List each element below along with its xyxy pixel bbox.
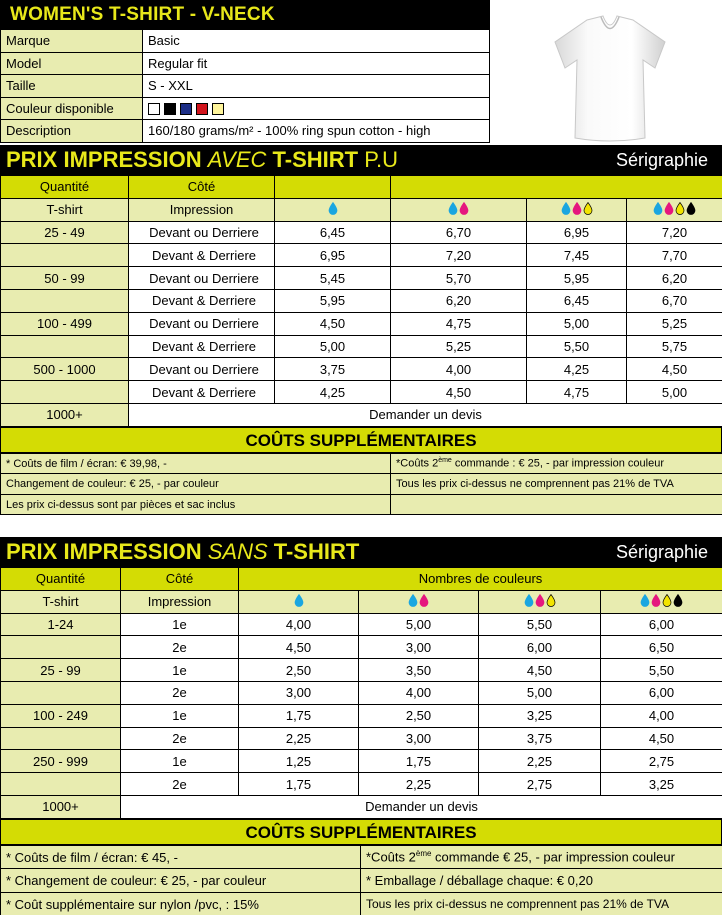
spec-label: Taille bbox=[1, 75, 143, 98]
price-cell: 2,50 bbox=[239, 659, 359, 682]
table-row bbox=[1, 381, 722, 404]
note: * Emballage / déballage chaque: € 0,20 bbox=[361, 869, 722, 893]
cyan-drop-icon bbox=[328, 202, 338, 215]
price-cell: 6,00 bbox=[601, 613, 722, 636]
side-cell: Devant & Derriere bbox=[129, 335, 275, 358]
table-row bbox=[1, 335, 722, 358]
header-row bbox=[1, 568, 722, 591]
spec-value: S - XXL bbox=[143, 75, 490, 98]
price-cell: 1,75 bbox=[359, 750, 479, 773]
product-title: WOMEN'S T-SHIRT - V-NECK bbox=[0, 0, 490, 29]
cyan-drop-icon bbox=[640, 594, 650, 607]
side-cell: Devant & Derriere bbox=[129, 244, 275, 267]
price-cell: 5,00 bbox=[275, 335, 391, 358]
spec-value: Regular fit bbox=[143, 52, 490, 75]
price-cell: 2,25 bbox=[479, 750, 601, 773]
side-cell: 1e bbox=[121, 659, 239, 682]
magenta-drop-icon bbox=[651, 594, 661, 607]
price-cell: 4,25 bbox=[275, 381, 391, 404]
note: Les prix ci-dessus sont par pièces et sac inclus bbox=[1, 494, 391, 515]
side-cell: 2e bbox=[121, 773, 239, 796]
note-row bbox=[1, 892, 722, 915]
price-cell: 2,75 bbox=[601, 750, 722, 773]
qty-cell: 1000+ bbox=[1, 795, 121, 818]
price-cell: 5,00 bbox=[627, 381, 722, 404]
avec-title-text2: T-SHIRT bbox=[266, 147, 365, 172]
price-cell: 5,00 bbox=[527, 312, 627, 335]
table-row bbox=[1, 289, 722, 312]
price-cell: 5,50 bbox=[527, 335, 627, 358]
note bbox=[391, 494, 722, 515]
qty-cell: 250 - 999 bbox=[1, 750, 121, 773]
table-row bbox=[1, 221, 722, 244]
col-header: Impression bbox=[129, 198, 275, 221]
avec-title-bar bbox=[0, 145, 722, 175]
avec-title-unit: P.U bbox=[364, 147, 399, 172]
note: Changement de couleur: € 25, - par couleur bbox=[1, 474, 391, 495]
table-row bbox=[1, 358, 722, 381]
qty-cell: 1000+ bbox=[1, 403, 129, 426]
col-header bbox=[275, 176, 391, 199]
price-cell: 5,50 bbox=[601, 659, 722, 682]
avec-title-text: PRIX IMPRESSION bbox=[6, 147, 208, 172]
price-cell: 3,75 bbox=[479, 727, 601, 750]
ink-3-color-icon bbox=[527, 198, 627, 221]
spec-value: 160/180 grams/m² - 100% ring spun cotton - high bbox=[143, 120, 490, 143]
yellow-drop-icon bbox=[675, 202, 685, 215]
table-row bbox=[1, 773, 722, 796]
price-cell: 3,00 bbox=[359, 636, 479, 659]
price-cell: 5,00 bbox=[359, 613, 479, 636]
avec-title-emph: AVEC bbox=[207, 147, 267, 172]
price-cell: 5,95 bbox=[527, 267, 627, 290]
ink-4-color-icon bbox=[601, 590, 722, 613]
yellow-drop-icon bbox=[583, 202, 593, 215]
quote-cell: Demander un devis bbox=[121, 795, 722, 818]
magenta-drop-icon bbox=[459, 202, 469, 215]
header-row bbox=[1, 590, 722, 613]
ink-2-color-icon bbox=[391, 198, 527, 221]
price-cell: 7,20 bbox=[391, 244, 527, 267]
side-cell: Devant ou Derriere bbox=[129, 267, 275, 290]
table-row bbox=[1, 659, 722, 682]
magenta-drop-icon bbox=[419, 594, 429, 607]
price-cell: 5,25 bbox=[627, 312, 722, 335]
side-cell: Devant ou Derriere bbox=[129, 312, 275, 335]
yellow-drop-icon bbox=[662, 594, 672, 607]
table-row bbox=[1, 312, 722, 335]
price-cell: 6,70 bbox=[627, 289, 722, 312]
price-cell: 4,00 bbox=[359, 681, 479, 704]
cyan-drop-icon bbox=[561, 202, 571, 215]
note: *Coûts 2ème commande : € 25, - par impression couleur bbox=[391, 453, 722, 474]
quote-cell: Demander un devis bbox=[129, 403, 722, 426]
spec-row bbox=[1, 52, 490, 75]
spec-label: Marque bbox=[1, 30, 143, 53]
price-cell: 3,00 bbox=[239, 681, 359, 704]
price-cell: 3,25 bbox=[601, 773, 722, 796]
color-swatch bbox=[164, 103, 176, 115]
price-cell: 7,45 bbox=[527, 244, 627, 267]
tshirt-image bbox=[535, 12, 685, 142]
magenta-drop-icon bbox=[535, 594, 545, 607]
col-header: T-shirt bbox=[1, 590, 121, 613]
qty-cell: 100 - 249 bbox=[1, 704, 121, 727]
qty-cell: 100 - 499 bbox=[1, 312, 129, 335]
ink-3-color-icon bbox=[479, 590, 601, 613]
side-cell: Devant & Derriere bbox=[129, 289, 275, 312]
qty-cell bbox=[1, 289, 129, 312]
spec-row bbox=[1, 97, 490, 120]
cyan-drop-icon bbox=[448, 202, 458, 215]
side-cell: 1e bbox=[121, 613, 239, 636]
spec-label: Couleur disponible bbox=[1, 97, 143, 120]
table-row bbox=[1, 750, 722, 773]
sans-price-table bbox=[0, 567, 722, 819]
col-header: Côté bbox=[121, 568, 239, 591]
sans-title-text: PRIX IMPRESSION bbox=[6, 539, 208, 564]
price-cell: 4,50 bbox=[391, 381, 527, 404]
side-cell: 2e bbox=[121, 727, 239, 750]
side-cell: Devant ou Derriere bbox=[129, 221, 275, 244]
qty-cell bbox=[1, 335, 129, 358]
price-cell: 4,50 bbox=[601, 727, 722, 750]
price-cell: 4,75 bbox=[527, 381, 627, 404]
price-cell: 2,50 bbox=[359, 704, 479, 727]
price-cell: 4,00 bbox=[239, 613, 359, 636]
price-cell: 3,00 bbox=[359, 727, 479, 750]
price-cell: 4,50 bbox=[627, 358, 722, 381]
avec-price-table bbox=[0, 175, 722, 427]
qty-cell bbox=[1, 681, 121, 704]
price-cell: 6,95 bbox=[527, 221, 627, 244]
note-row bbox=[1, 453, 722, 474]
table-row bbox=[1, 636, 722, 659]
col-header: Impression bbox=[121, 590, 239, 613]
qty-cell: 25 - 99 bbox=[1, 659, 121, 682]
price-cell: 4,25 bbox=[527, 358, 627, 381]
note: *Coûts 2ème commande € 25, - par impression couleur bbox=[361, 845, 722, 869]
spec-row bbox=[1, 75, 490, 98]
note: * Coûts de film / écran: € 45, - bbox=[1, 845, 361, 869]
sans-title-bar bbox=[0, 537, 722, 567]
spec-table bbox=[0, 29, 490, 143]
spec-row bbox=[1, 120, 490, 143]
spec-row bbox=[1, 30, 490, 53]
side-cell: 2e bbox=[121, 681, 239, 704]
black-drop-icon bbox=[673, 594, 683, 607]
cyan-drop-icon bbox=[524, 594, 534, 607]
price-cell: 5,95 bbox=[275, 289, 391, 312]
price-cell: 4,50 bbox=[239, 636, 359, 659]
ink-2-color-icon bbox=[359, 590, 479, 613]
price-cell: 1,75 bbox=[239, 773, 359, 796]
price-cell: 3,50 bbox=[359, 659, 479, 682]
cyan-drop-icon bbox=[653, 202, 663, 215]
col-header bbox=[391, 176, 722, 199]
price-cell: 4,50 bbox=[275, 312, 391, 335]
side-cell: Devant ou Derriere bbox=[129, 358, 275, 381]
col-header: Quantité bbox=[1, 568, 121, 591]
table-row bbox=[1, 727, 722, 750]
table-row bbox=[1, 704, 722, 727]
sans-section bbox=[0, 537, 722, 915]
price-cell: 4,00 bbox=[601, 704, 722, 727]
magenta-drop-icon bbox=[664, 202, 674, 215]
cyan-drop-icon bbox=[294, 594, 304, 607]
price-cell: 4,50 bbox=[479, 659, 601, 682]
avec-section bbox=[0, 145, 722, 515]
ink-4-color-icon bbox=[627, 198, 722, 221]
note: Tous les prix ci-dessus ne comprennent pas 21% de TVA bbox=[361, 892, 722, 915]
color-swatch bbox=[196, 103, 208, 115]
price-cell: 6,20 bbox=[627, 267, 722, 290]
side-cell: Devant & Derriere bbox=[129, 381, 275, 404]
price-cell: 1,25 bbox=[239, 750, 359, 773]
price-cell: 6,70 bbox=[391, 221, 527, 244]
black-drop-icon bbox=[686, 202, 696, 215]
spec-label: Description bbox=[1, 120, 143, 143]
qty-cell bbox=[1, 244, 129, 267]
yellow-drop-icon bbox=[546, 594, 556, 607]
price-cell: 5,00 bbox=[479, 681, 601, 704]
side-cell: 2e bbox=[121, 636, 239, 659]
magenta-drop-icon bbox=[572, 202, 582, 215]
price-cell: 6,50 bbox=[601, 636, 722, 659]
sans-supp-title: COÛTS SUPPLÉMENTAIRES bbox=[0, 819, 722, 845]
price-cell: 3,25 bbox=[479, 704, 601, 727]
cyan-drop-icon bbox=[408, 594, 418, 607]
avec-supp-title: COÛTS SUPPLÉMENTAIRES bbox=[0, 427, 722, 453]
table-row bbox=[1, 267, 722, 290]
ink-1-color-icon bbox=[275, 198, 391, 221]
table-row bbox=[1, 613, 722, 636]
price-cell: 5,70 bbox=[391, 267, 527, 290]
price-cell: 7,70 bbox=[627, 244, 722, 267]
note: * Coûts de film / écran: € 39,98, - bbox=[1, 453, 391, 474]
price-cell: 6,45 bbox=[527, 289, 627, 312]
price-cell: 2,75 bbox=[479, 773, 601, 796]
col-header: Côté bbox=[129, 176, 275, 199]
note-row bbox=[1, 845, 722, 869]
col-header: Quantité bbox=[1, 176, 129, 199]
price-cell: 5,50 bbox=[479, 613, 601, 636]
spec-label: Model bbox=[1, 52, 143, 75]
price-cell: 2,25 bbox=[239, 727, 359, 750]
note-row bbox=[1, 474, 722, 495]
price-cell: 6,95 bbox=[275, 244, 391, 267]
qty-cell bbox=[1, 727, 121, 750]
color-swatch bbox=[148, 103, 160, 115]
qty-cell bbox=[1, 773, 121, 796]
col-header: T-shirt bbox=[1, 198, 129, 221]
table-row bbox=[1, 403, 722, 426]
price-cell: 5,75 bbox=[627, 335, 722, 358]
price-cell: 7,20 bbox=[627, 221, 722, 244]
sans-notes bbox=[0, 845, 722, 915]
price-cell: 4,00 bbox=[391, 358, 527, 381]
table-row bbox=[1, 681, 722, 704]
header-row bbox=[1, 198, 722, 221]
color-swatch bbox=[212, 103, 224, 115]
header-row bbox=[1, 176, 722, 199]
col-header: Nombres de couleurs bbox=[239, 568, 722, 591]
price-cell: 5,45 bbox=[275, 267, 391, 290]
table-row bbox=[1, 795, 722, 818]
sans-title-emph: SANS bbox=[207, 539, 268, 564]
price-cell: 6,00 bbox=[601, 681, 722, 704]
sans-title-text2: T-SHIRT bbox=[267, 539, 360, 564]
note-row bbox=[1, 869, 722, 893]
note: Tous les prix ci-dessus ne comprennent pas 21% de TVA bbox=[391, 474, 722, 495]
method-label: Sérigraphie bbox=[615, 150, 708, 170]
qty-cell: 1-24 bbox=[1, 613, 121, 636]
avec-notes bbox=[0, 453, 722, 516]
price-cell: 6,45 bbox=[275, 221, 391, 244]
qty-cell bbox=[1, 636, 121, 659]
side-cell: 1e bbox=[121, 704, 239, 727]
qty-cell: 25 - 49 bbox=[1, 221, 129, 244]
table-row bbox=[1, 244, 722, 267]
price-cell: 2,25 bbox=[359, 773, 479, 796]
spec-value: Basic bbox=[143, 30, 490, 53]
qty-cell: 50 - 99 bbox=[1, 267, 129, 290]
price-cell: 5,25 bbox=[391, 335, 527, 358]
note: * Coût supplémentaire sur nylon /pvc, : 15% bbox=[1, 892, 361, 915]
note: * Changement de couleur: € 25, - par couleur bbox=[1, 869, 361, 893]
price-cell: 1,75 bbox=[239, 704, 359, 727]
method-label: Sérigraphie bbox=[615, 542, 708, 562]
qty-cell: 500 - 1000 bbox=[1, 358, 129, 381]
price-cell: 6,00 bbox=[479, 636, 601, 659]
color-swatches bbox=[143, 97, 490, 120]
price-cell: 6,20 bbox=[391, 289, 527, 312]
price-cell: 3,75 bbox=[275, 358, 391, 381]
ink-1-color-icon bbox=[239, 590, 359, 613]
note-row bbox=[1, 494, 722, 515]
color-swatch bbox=[180, 103, 192, 115]
side-cell: 1e bbox=[121, 750, 239, 773]
price-cell: 4,75 bbox=[391, 312, 527, 335]
qty-cell bbox=[1, 381, 129, 404]
